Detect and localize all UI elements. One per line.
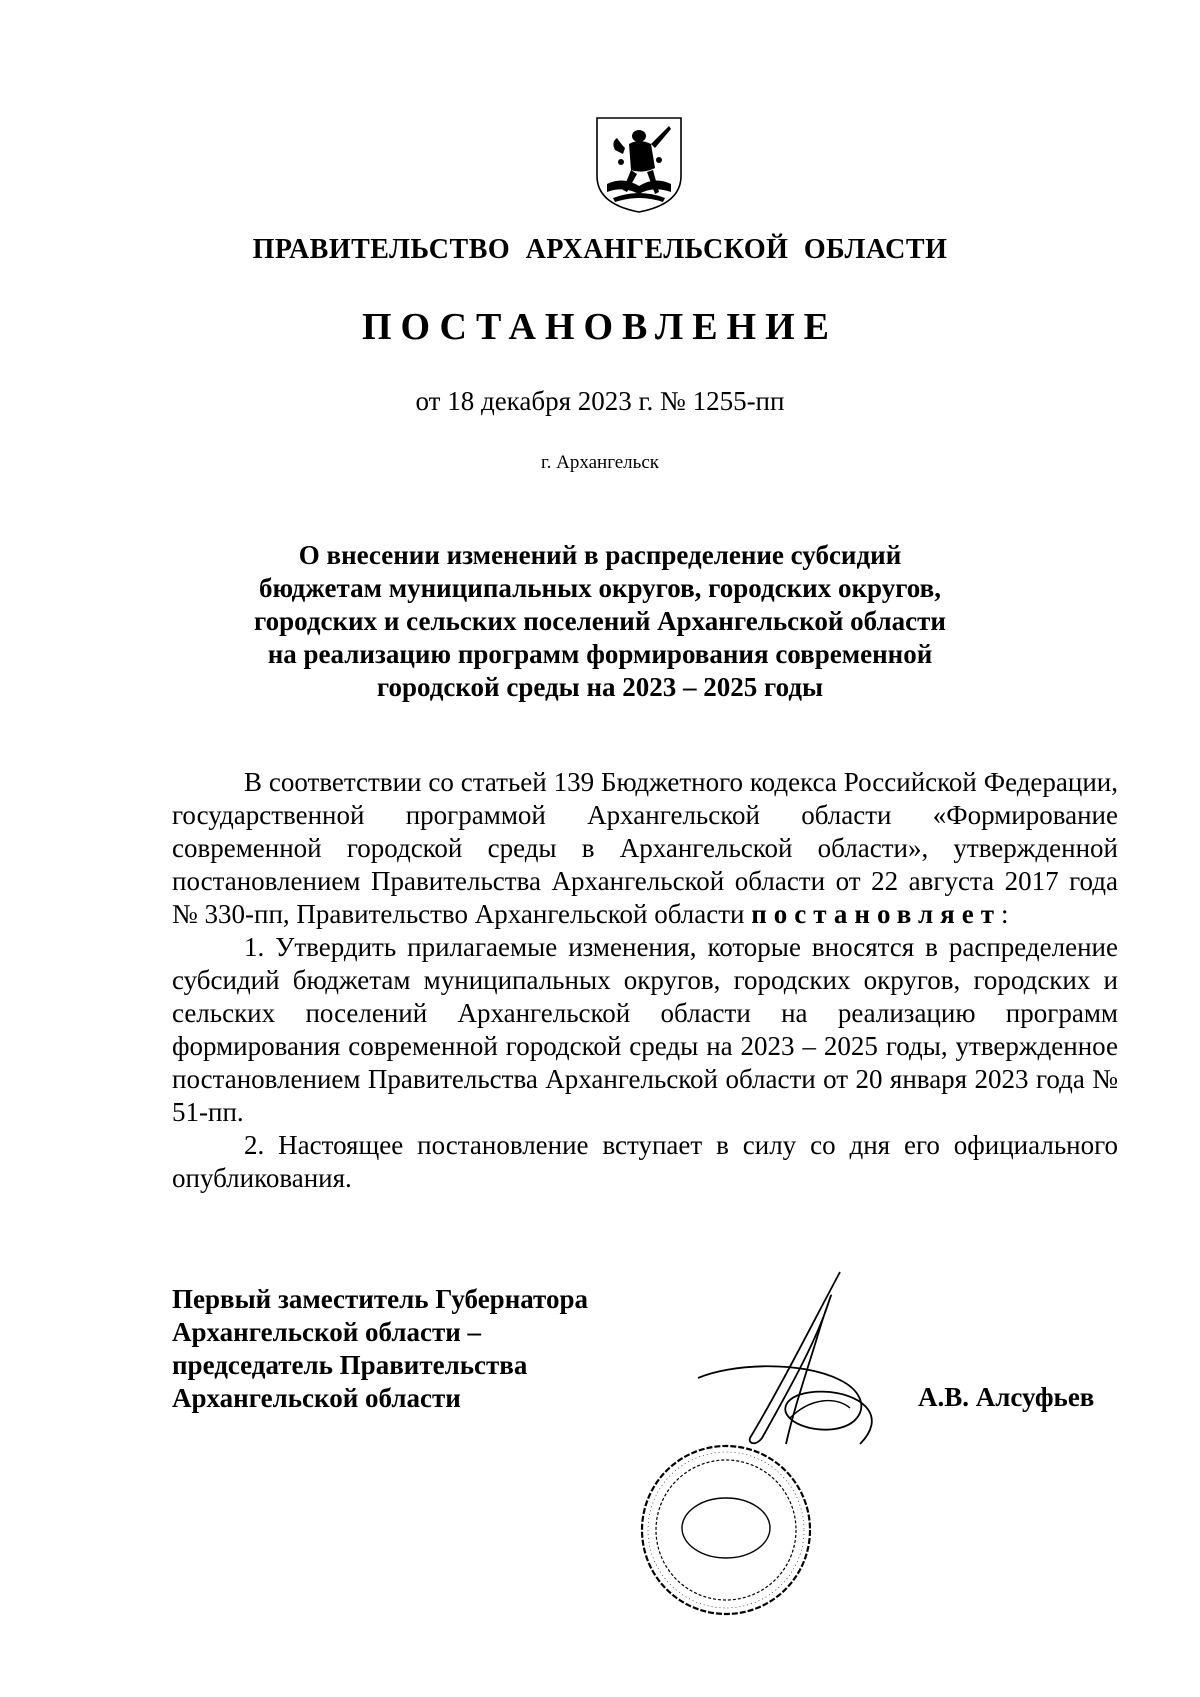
handwritten-signature <box>690 1268 910 1458</box>
round-seal-stamp <box>636 1440 816 1620</box>
title-line: городской среды на 2023 – 2025 годы <box>376 672 824 702</box>
document-title <box>180 539 1020 704</box>
document-body <box>172 766 1118 1195</box>
preamble-paragraph <box>172 766 1118 931</box>
title-line: бюджетам муниципальных округов, городских округов, <box>259 573 941 603</box>
coat-of-arms-icon <box>593 114 685 214</box>
signatory-name: А.В. Алсуфьев <box>918 1382 1095 1412</box>
item-1-paragraph: 1. Утвердить прилагаемые изменения, которые вносятся в распределение субсидий бюджетам муниципальных округов, городских округов, городских и сельских поселений Архангельской области на реализацию программ формирования современной городской среды на 2023 – 2025 годы, утвержденное постановлением Правительства Архангельской области от 20 января 2023 года № 51-пп. <box>172 932 1118 1127</box>
position-line: Архангельской области <box>172 1383 461 1413</box>
document-date-number: от 18 декабря 2023 г. № 1255-пп <box>415 386 785 416</box>
title-line: О внесении изменений в распределение субсидий <box>298 540 902 570</box>
position-line: Первый заместитель Губернатора <box>172 1284 588 1314</box>
position-line: Архангельской области – <box>172 1317 482 1347</box>
document-type: ПОСТАНОВЛЕНИЕ <box>361 306 839 348</box>
title-line: на реализацию программ формирования современной <box>267 639 933 669</box>
preamble-text: В соответствии со статьей 139 Бюджетного кодекса Российской Федерации, государственной программой Архангельской области «Формирование современной городской среды в Архангельской области», утвержденной постановлением Правительства Архангельской области от 22 августа 2017 года № 330-пп, Правительство Архангельской области <box>172 767 1118 929</box>
position-line: председатель Правительства <box>172 1350 528 1380</box>
signatory-position <box>172 1283 692 1415</box>
title-line: городских и сельских поселений Архангельской области <box>254 606 946 636</box>
item-2-paragraph: 2. Настоящее постановление вступает в силу со дня его официального опубликования. <box>172 1130 1118 1193</box>
organization-name: ПРАВИТЕЛЬСТВО АРХАНГЕЛЬСКОЙ ОБЛАСТИ <box>252 234 948 265</box>
decree-word: постановляет <box>751 899 1001 929</box>
document-city: г. Архангельск <box>540 452 659 473</box>
decree-colon: : <box>1001 899 1009 929</box>
